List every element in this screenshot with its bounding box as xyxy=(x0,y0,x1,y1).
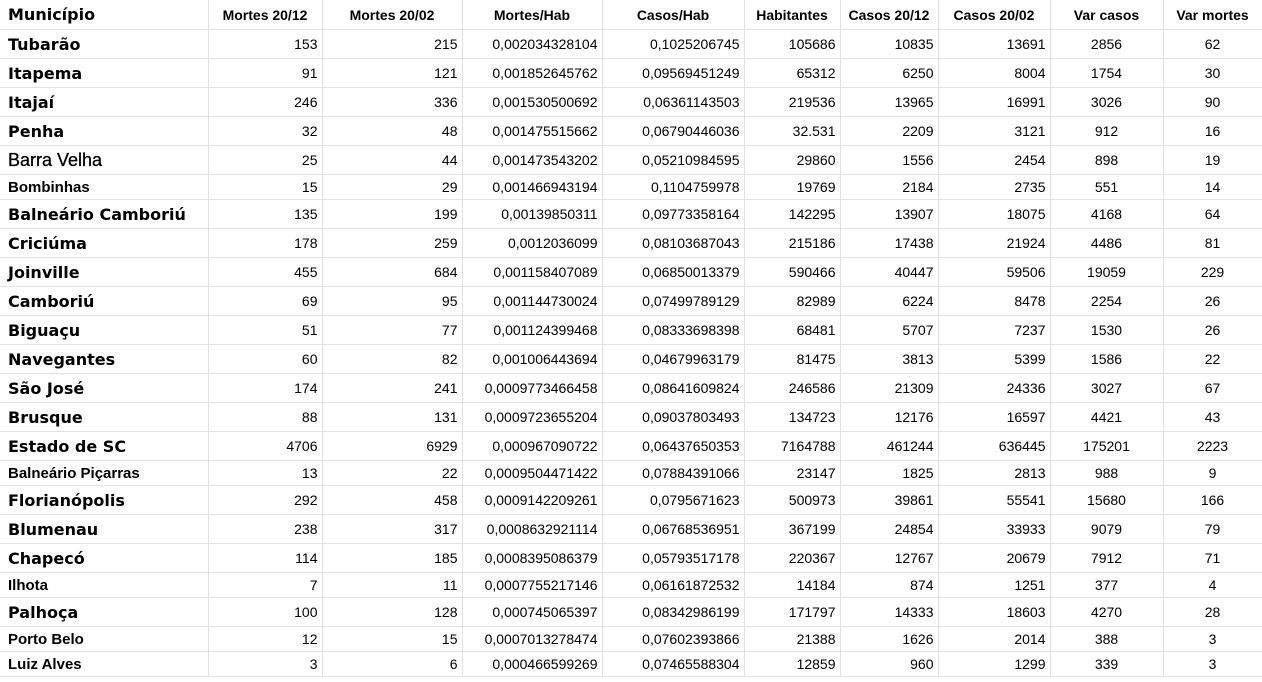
cell-mortes-20-02[interactable]: 259 xyxy=(322,229,462,258)
cell-habitantes[interactable]: 220367 xyxy=(744,544,840,573)
cell-mortes-20-02[interactable]: 458 xyxy=(322,486,462,515)
cell-mortes-hab[interactable]: 0,001475515662 xyxy=(462,117,602,146)
cell-casos-20-02[interactable]: 21924 xyxy=(938,229,1050,258)
cell-mortes-20-02[interactable]: 6929 xyxy=(322,432,462,461)
cell-var-casos[interactable]: 3026 xyxy=(1050,88,1163,117)
cell-casos-20-02[interactable]: 636445 xyxy=(938,432,1050,461)
cell-mortes-20-02[interactable]: 185 xyxy=(322,544,462,573)
cell-mortes-20-12[interactable]: 238 xyxy=(208,515,322,544)
table-row xyxy=(0,287,1262,316)
cell-casos-20-12[interactable]: 6224 xyxy=(840,287,938,316)
cell-mortes-20-02[interactable]: 11 xyxy=(322,573,462,598)
cell-casos-20-02[interactable]: 7237 xyxy=(938,316,1050,345)
column-header-casos-20-12[interactable]: Casos 20/12 xyxy=(840,0,938,30)
column-header-casos-20-02[interactable]: Casos 20/02 xyxy=(938,0,1050,30)
cell-mortes-20-02[interactable]: 241 xyxy=(322,374,462,403)
cell-habitantes[interactable]: 12859 xyxy=(744,652,840,677)
cell-var-mortes[interactable]: 14 xyxy=(1163,175,1262,200)
cell-var-casos[interactable]: 4168 xyxy=(1050,200,1163,229)
cell-casos-20-02[interactable]: 20679 xyxy=(938,544,1050,573)
cell-casos-20-12[interactable]: 40447 xyxy=(840,258,938,287)
table-row xyxy=(0,432,1262,461)
cell-casos-20-02[interactable]: 33933 xyxy=(938,515,1050,544)
cell-var-casos[interactable]: 2254 xyxy=(1050,287,1163,316)
cell-mortes-hab[interactable]: 0,001006443694 xyxy=(462,345,602,374)
cell-mortes-20-02[interactable]: 6 xyxy=(322,652,462,677)
cell-mortes-20-12[interactable]: 7 xyxy=(208,573,322,598)
cell-mortes-20-02[interactable]: 215 xyxy=(322,30,462,59)
cell-var-mortes[interactable]: 26 xyxy=(1163,316,1262,345)
cell-casos-20-02[interactable]: 5399 xyxy=(938,345,1050,374)
cell-var-casos[interactable]: 1530 xyxy=(1050,316,1163,345)
cell-mortes-20-12[interactable]: 51 xyxy=(208,316,322,345)
cell-casos-20-12[interactable]: 24854 xyxy=(840,515,938,544)
cell-casos-20-12[interactable]: 6250 xyxy=(840,59,938,88)
cell-mortes-hab[interactable]: 0,0009504471422 xyxy=(462,461,602,486)
cell-casos-20-02[interactable]: 1251 xyxy=(938,573,1050,598)
cell-mortes-20-02[interactable]: 684 xyxy=(322,258,462,287)
cell-municipio[interactable]: Penha xyxy=(0,117,208,146)
cell-var-mortes[interactable]: 90 xyxy=(1163,88,1262,117)
cell-casos-20-12[interactable]: 2209 xyxy=(840,117,938,146)
cell-casos-20-12[interactable]: 461244 xyxy=(840,432,938,461)
cell-var-casos[interactable]: 15680 xyxy=(1050,486,1163,515)
cell-mortes-20-02[interactable]: 336 xyxy=(322,88,462,117)
cell-var-mortes[interactable]: 30 xyxy=(1163,59,1262,88)
cell-var-casos[interactable]: 3027 xyxy=(1050,374,1163,403)
cell-habitantes[interactable]: 171797 xyxy=(744,598,840,627)
cell-municipio[interactable]: Balneário Camboriú xyxy=(0,200,208,229)
cell-casos-20-12[interactable]: 960 xyxy=(840,652,938,677)
cell-casos-hab[interactable]: 0,06161872532 xyxy=(602,573,744,598)
cell-casos-20-02[interactable]: 2454 xyxy=(938,146,1050,175)
cell-casos-20-12[interactable]: 13907 xyxy=(840,200,938,229)
cell-var-casos[interactable]: 2856 xyxy=(1050,30,1163,59)
cell-var-casos[interactable]: 9079 xyxy=(1050,515,1163,544)
cell-casos-hab[interactable]: 0,06361143503 xyxy=(602,88,744,117)
cell-var-casos[interactable]: 988 xyxy=(1050,461,1163,486)
table-row xyxy=(0,175,1262,200)
cell-casos-20-02[interactable]: 18603 xyxy=(938,598,1050,627)
cell-var-mortes[interactable]: 166 xyxy=(1163,486,1262,515)
cell-var-mortes[interactable]: 28 xyxy=(1163,598,1262,627)
cell-mortes-hab[interactable]: 0,0009773466458 xyxy=(462,374,602,403)
cell-mortes-hab[interactable]: 0,0008632921114 xyxy=(462,515,602,544)
cell-casos-20-02[interactable]: 55541 xyxy=(938,486,1050,515)
cell-mortes-hab[interactable]: 0,001473543202 xyxy=(462,146,602,175)
column-header-mortes-20-02[interactable]: Mortes 20/02 xyxy=(322,0,462,30)
cell-municipio[interactable]: Bombinhas xyxy=(0,175,208,200)
cell-municipio[interactable]: Palhoça xyxy=(0,598,208,627)
cell-casos-hab[interactable]: 0,06790446036 xyxy=(602,117,744,146)
cell-casos-hab[interactable]: 0,07499789129 xyxy=(602,287,744,316)
cell-casos-hab[interactable]: 0,08103687043 xyxy=(602,229,744,258)
cell-habitantes[interactable]: 246586 xyxy=(744,374,840,403)
cell-habitantes[interactable]: 590466 xyxy=(744,258,840,287)
table-row xyxy=(0,229,1262,258)
cell-habitantes[interactable]: 105686 xyxy=(744,30,840,59)
cell-casos-20-02[interactable]: 18075 xyxy=(938,200,1050,229)
table-row xyxy=(0,627,1262,652)
cell-habitantes[interactable]: 7164788 xyxy=(744,432,840,461)
cell-municipio[interactable]: Camboriú xyxy=(0,287,208,316)
cell-casos-20-02[interactable]: 2014 xyxy=(938,627,1050,652)
cell-var-mortes[interactable]: 3 xyxy=(1163,652,1262,677)
column-header-var-mortes[interactable]: Var mortes xyxy=(1163,0,1262,30)
cell-casos-hab[interactable]: 0,0795671623 xyxy=(602,486,744,515)
cell-mortes-hab[interactable]: 0,001530500692 xyxy=(462,88,602,117)
cell-var-mortes[interactable]: 16 xyxy=(1163,117,1262,146)
cell-municipio[interactable]: Tubarão xyxy=(0,30,208,59)
cell-mortes-20-12[interactable]: 174 xyxy=(208,374,322,403)
cell-casos-20-02[interactable]: 3121 xyxy=(938,117,1050,146)
cell-mortes-20-02[interactable]: 128 xyxy=(322,598,462,627)
cell-habitantes[interactable]: 19769 xyxy=(744,175,840,200)
cell-casos-20-12[interactable]: 14333 xyxy=(840,598,938,627)
cell-var-mortes[interactable]: 62 xyxy=(1163,30,1262,59)
cell-habitantes[interactable]: 367199 xyxy=(744,515,840,544)
cell-casos-20-12[interactable]: 39861 xyxy=(840,486,938,515)
cell-habitantes[interactable]: 21388 xyxy=(744,627,840,652)
cell-var-casos[interactable]: 388 xyxy=(1050,627,1163,652)
table-row xyxy=(0,652,1262,677)
cell-municipio[interactable]: Itajaí xyxy=(0,88,208,117)
cell-mortes-20-12[interactable]: 3 xyxy=(208,652,322,677)
column-header-var-casos[interactable]: Var casos xyxy=(1050,0,1163,30)
cell-var-mortes[interactable]: 22 xyxy=(1163,345,1262,374)
cell-var-casos[interactable]: 1754 xyxy=(1050,59,1163,88)
cell-var-casos[interactable]: 377 xyxy=(1050,573,1163,598)
cell-var-mortes[interactable]: 19 xyxy=(1163,146,1262,175)
table-row xyxy=(0,374,1262,403)
cell-municipio[interactable]: Navegantes xyxy=(0,345,208,374)
cell-var-mortes[interactable]: 229 xyxy=(1163,258,1262,287)
cell-habitantes[interactable]: 32.531 xyxy=(744,117,840,146)
column-header-casos-hab[interactable]: Casos/Hab xyxy=(602,0,744,30)
cell-mortes-20-12[interactable]: 178 xyxy=(208,229,322,258)
cell-municipio[interactable]: Ilhota xyxy=(0,573,208,598)
cell-casos-20-02[interactable]: 59506 xyxy=(938,258,1050,287)
table-row xyxy=(0,146,1262,175)
cell-casos-hab[interactable]: 0,07884391066 xyxy=(602,461,744,486)
column-header-mortes-20-12[interactable]: Mortes 20/12 xyxy=(208,0,322,30)
cell-municipio[interactable]: Itapema xyxy=(0,59,208,88)
cell-habitantes[interactable]: 29860 xyxy=(744,146,840,175)
cell-casos-hab[interactable]: 0,1104759978 xyxy=(602,175,744,200)
cell-var-casos[interactable]: 1586 xyxy=(1050,345,1163,374)
cell-mortes-20-02[interactable]: 121 xyxy=(322,59,462,88)
cell-casos-hab[interactable]: 0,06850013379 xyxy=(602,258,744,287)
cell-casos-20-02[interactable]: 24336 xyxy=(938,374,1050,403)
cell-mortes-20-12[interactable]: 114 xyxy=(208,544,322,573)
cell-var-mortes[interactable]: 79 xyxy=(1163,515,1262,544)
table-row xyxy=(0,200,1262,229)
cell-mortes-hab[interactable]: 0,001144730024 xyxy=(462,287,602,316)
cell-habitantes[interactable]: 142295 xyxy=(744,200,840,229)
cell-var-casos[interactable]: 898 xyxy=(1050,146,1163,175)
cell-mortes-20-12[interactable]: 12 xyxy=(208,627,322,652)
cell-mortes-20-12[interactable]: 4706 xyxy=(208,432,322,461)
cell-mortes-20-02[interactable]: 131 xyxy=(322,403,462,432)
cell-municipio[interactable]: Estado de SC xyxy=(0,432,208,461)
cell-mortes-20-02[interactable]: 48 xyxy=(322,117,462,146)
cell-mortes-hab[interactable]: 0,0012036099 xyxy=(462,229,602,258)
cell-casos-20-12[interactable]: 13965 xyxy=(840,88,938,117)
cell-mortes-20-02[interactable]: 199 xyxy=(322,200,462,229)
cell-var-mortes[interactable]: 4 xyxy=(1163,573,1262,598)
cell-mortes-20-12[interactable]: 25 xyxy=(208,146,322,175)
cell-mortes-20-12[interactable]: 246 xyxy=(208,88,322,117)
cell-mortes-20-12[interactable]: 91 xyxy=(208,59,322,88)
cell-casos-hab[interactable]: 0,08641609824 xyxy=(602,374,744,403)
cell-habitantes[interactable]: 215186 xyxy=(744,229,840,258)
cell-municipio[interactable]: Florianópolis xyxy=(0,486,208,515)
cell-var-casos[interactable]: 4486 xyxy=(1050,229,1163,258)
cell-habitantes[interactable]: 500973 xyxy=(744,486,840,515)
cell-casos-hab[interactable]: 0,06768536951 xyxy=(602,515,744,544)
cell-casos-hab[interactable]: 0,07465588304 xyxy=(602,652,744,677)
cell-casos-20-12[interactable]: 1556 xyxy=(840,146,938,175)
column-header-mortes-hab[interactable]: Mortes/Hab xyxy=(462,0,602,30)
cell-municipio[interactable]: Blumenau xyxy=(0,515,208,544)
cell-var-mortes[interactable]: 3 xyxy=(1163,627,1262,652)
cell-mortes-20-12[interactable]: 32 xyxy=(208,117,322,146)
table-row xyxy=(0,403,1262,432)
cell-municipio[interactable]: Chapecó xyxy=(0,544,208,573)
cell-var-casos[interactable]: 912 xyxy=(1050,117,1163,146)
cell-casos-20-12[interactable]: 874 xyxy=(840,573,938,598)
cell-casos-hab[interactable]: 0,1025206745 xyxy=(602,30,744,59)
cell-var-casos[interactable]: 551 xyxy=(1050,175,1163,200)
cell-casos-20-02[interactable]: 1299 xyxy=(938,652,1050,677)
cell-mortes-20-02[interactable]: 22 xyxy=(322,461,462,486)
cell-mortes-20-12[interactable]: 60 xyxy=(208,345,322,374)
cell-mortes-hab[interactable]: 0,002034328104 xyxy=(462,30,602,59)
cell-mortes-20-12[interactable]: 13 xyxy=(208,461,322,486)
cell-var-mortes[interactable]: 43 xyxy=(1163,403,1262,432)
table-row xyxy=(0,316,1262,345)
cell-mortes-hab[interactable]: 0,0007755217146 xyxy=(462,573,602,598)
cell-mortes-20-12[interactable]: 69 xyxy=(208,287,322,316)
cell-municipio[interactable]: Joinville xyxy=(0,258,208,287)
cell-var-mortes[interactable]: 26 xyxy=(1163,287,1262,316)
cell-habitantes[interactable]: 82989 xyxy=(744,287,840,316)
cell-var-mortes[interactable]: 9 xyxy=(1163,461,1262,486)
cell-mortes-20-12[interactable]: 15 xyxy=(208,175,322,200)
column-header-habitantes[interactable]: Habitantes xyxy=(744,0,840,30)
table-row xyxy=(0,515,1262,544)
cell-casos-20-12[interactable]: 1626 xyxy=(840,627,938,652)
cell-mortes-20-02[interactable]: 77 xyxy=(322,316,462,345)
cell-casos-hab[interactable]: 0,09773358164 xyxy=(602,200,744,229)
cell-casos-20-12[interactable]: 3813 xyxy=(840,345,938,374)
cell-habitantes[interactable]: 65312 xyxy=(744,59,840,88)
cell-municipio[interactable]: Barra Velha xyxy=(0,146,208,175)
cell-mortes-20-02[interactable]: 15 xyxy=(322,627,462,652)
cell-habitantes[interactable]: 23147 xyxy=(744,461,840,486)
cell-casos-20-12[interactable]: 12767 xyxy=(840,544,938,573)
cell-habitantes[interactable]: 14184 xyxy=(744,573,840,598)
cell-casos-hab[interactable]: 0,05793517178 xyxy=(602,544,744,573)
cell-mortes-hab[interactable]: 0,0007013278474 xyxy=(462,627,602,652)
cell-var-mortes[interactable]: 67 xyxy=(1163,374,1262,403)
cell-casos-hab[interactable]: 0,08333698398 xyxy=(602,316,744,345)
cell-casos-20-12[interactable]: 1825 xyxy=(840,461,938,486)
cell-casos-20-02[interactable]: 8004 xyxy=(938,59,1050,88)
cell-mortes-hab[interactable]: 0,0009723655204 xyxy=(462,403,602,432)
cell-mortes-20-02[interactable]: 82 xyxy=(322,345,462,374)
cell-mortes-hab[interactable]: 0,0008395086379 xyxy=(462,544,602,573)
cell-var-mortes[interactable]: 64 xyxy=(1163,200,1262,229)
cell-habitantes[interactable]: 134723 xyxy=(744,403,840,432)
cell-casos-hab[interactable]: 0,08342986199 xyxy=(602,598,744,627)
cell-var-casos[interactable]: 7912 xyxy=(1050,544,1163,573)
cell-var-mortes[interactable]: 71 xyxy=(1163,544,1262,573)
cell-mortes-hab[interactable]: 0,001852645762 xyxy=(462,59,602,88)
table-row xyxy=(0,598,1262,627)
table-row xyxy=(0,486,1262,515)
cell-mortes-20-12[interactable]: 100 xyxy=(208,598,322,627)
cell-mortes-20-12[interactable]: 292 xyxy=(208,486,322,515)
cell-casos-20-12[interactable]: 5707 xyxy=(840,316,938,345)
cell-municipio[interactable]: Balneário Piçarras xyxy=(0,461,208,486)
cell-casos-hab[interactable]: 0,05210984595 xyxy=(602,146,744,175)
header-row xyxy=(0,0,1262,30)
cell-casos-hab[interactable]: 0,09037803493 xyxy=(602,403,744,432)
cell-var-mortes[interactable]: 2223 xyxy=(1163,432,1262,461)
cell-mortes-20-02[interactable]: 95 xyxy=(322,287,462,316)
cell-var-casos[interactable]: 4421 xyxy=(1050,403,1163,432)
table-row xyxy=(0,461,1262,486)
cell-habitantes[interactable]: 81475 xyxy=(744,345,840,374)
cell-var-mortes[interactable]: 81 xyxy=(1163,229,1262,258)
cell-municipio[interactable]: Criciúma xyxy=(0,229,208,258)
table-row xyxy=(0,117,1262,146)
cell-casos-20-12[interactable]: 12176 xyxy=(840,403,938,432)
cell-mortes-20-12[interactable]: 88 xyxy=(208,403,322,432)
cell-municipio[interactable]: São José xyxy=(0,374,208,403)
column-header-municipio[interactable]: Município xyxy=(0,0,208,30)
table-row xyxy=(0,573,1262,598)
table-row xyxy=(0,59,1262,88)
table-row xyxy=(0,88,1262,117)
cell-mortes-hab[interactable]: 0,000745065397 xyxy=(462,598,602,627)
cell-casos-20-12[interactable]: 17438 xyxy=(840,229,938,258)
cell-mortes-hab[interactable]: 0,001124399468 xyxy=(462,316,602,345)
cell-casos-20-02[interactable]: 16991 xyxy=(938,88,1050,117)
cell-municipio[interactable]: Luiz Alves xyxy=(0,652,208,677)
cell-mortes-20-02[interactable]: 44 xyxy=(322,146,462,175)
cell-casos-20-02[interactable]: 13691 xyxy=(938,30,1050,59)
cell-mortes-20-12[interactable]: 135 xyxy=(208,200,322,229)
cell-mortes-hab[interactable]: 0,0009142209261 xyxy=(462,486,602,515)
cell-casos-hab[interactable]: 0,06437650353 xyxy=(602,432,744,461)
cell-mortes-20-12[interactable]: 153 xyxy=(208,30,322,59)
table-row xyxy=(0,345,1262,374)
cell-casos-20-02[interactable]: 2735 xyxy=(938,175,1050,200)
cell-mortes-hab[interactable]: 0,00139850311 xyxy=(462,200,602,229)
cell-var-casos[interactable]: 19059 xyxy=(1050,258,1163,287)
cell-mortes-20-12[interactable]: 455 xyxy=(208,258,322,287)
cell-casos-20-12[interactable]: 21309 xyxy=(840,374,938,403)
table-row xyxy=(0,30,1262,59)
cell-var-casos[interactable]: 339 xyxy=(1050,652,1163,677)
cell-casos-20-12[interactable]: 2184 xyxy=(840,175,938,200)
cell-municipio[interactable]: Biguaçu xyxy=(0,316,208,345)
cell-mortes-hab[interactable]: 0,000466599269 xyxy=(462,652,602,677)
cell-mortes-hab[interactable]: 0,001158407089 xyxy=(462,258,602,287)
cell-casos-20-02[interactable]: 2813 xyxy=(938,461,1050,486)
cell-casos-20-02[interactable]: 16597 xyxy=(938,403,1050,432)
table-row xyxy=(0,544,1262,573)
cell-casos-hab[interactable]: 0,04679963179 xyxy=(602,345,744,374)
cell-habitantes[interactable]: 68481 xyxy=(744,316,840,345)
cell-var-casos[interactable]: 175201 xyxy=(1050,432,1163,461)
cell-municipio[interactable]: Brusque xyxy=(0,403,208,432)
cell-var-casos[interactable]: 4270 xyxy=(1050,598,1163,627)
cell-municipio[interactable]: Porto Belo xyxy=(0,627,208,652)
cell-mortes-20-02[interactable]: 29 xyxy=(322,175,462,200)
cell-casos-20-02[interactable]: 8478 xyxy=(938,287,1050,316)
cell-casos-20-12[interactable]: 10835 xyxy=(840,30,938,59)
table-row xyxy=(0,258,1262,287)
cell-mortes-hab[interactable]: 0,001466943194 xyxy=(462,175,602,200)
cell-casos-hab[interactable]: 0,07602393866 xyxy=(602,627,744,652)
cell-habitantes[interactable]: 219536 xyxy=(744,88,840,117)
cell-mortes-20-02[interactable]: 317 xyxy=(322,515,462,544)
cell-casos-hab[interactable]: 0,09569451249 xyxy=(602,59,744,88)
cell-mortes-hab[interactable]: 0,000967090722 xyxy=(462,432,602,461)
